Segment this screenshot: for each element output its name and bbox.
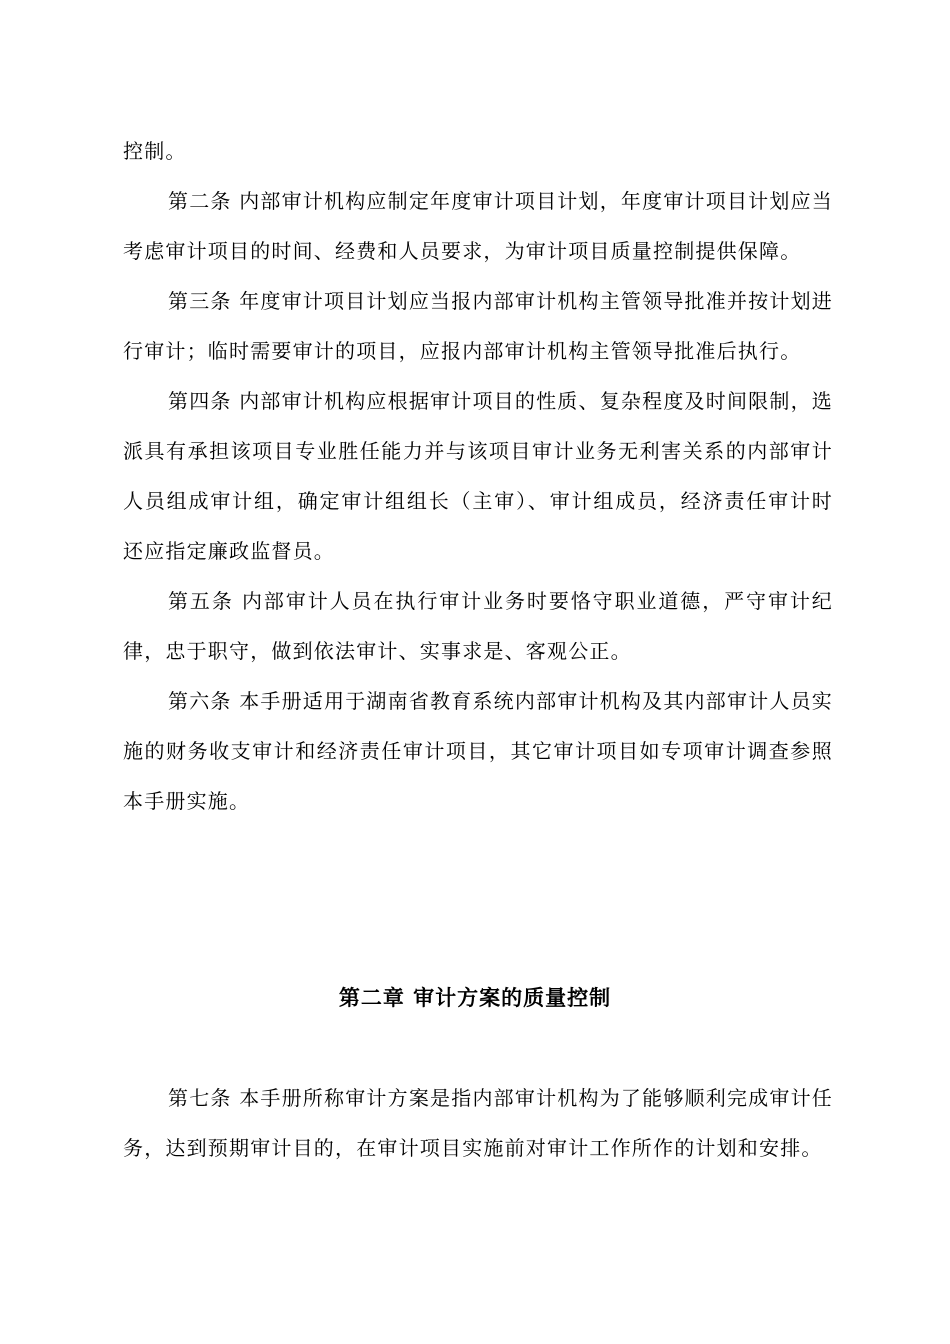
article-6: 第六条 本手册适用于湖南省教育系统内部审计机构及其内部审计人员实施的财务收支审计和经济责任审计项目，其它审计项目如专项审计调查参照本手册实施。 bbox=[123, 689, 833, 813]
article-3: 第三条 年度审计项目计划应当报内部审计机构主管领导批准并按计划进行审计；临时需要审计的项目，应报内部审计机构主管领导批准后执行。 bbox=[123, 289, 833, 363]
paragraph-continuation: 控制。 bbox=[123, 139, 187, 163]
article-4: 第四条 内部审计机构应根据审计项目的性质、复杂程度及时间限制，选派具有承担该项目专业胜任能力并与该项目审计业务无利害关系的内部审计人员组成审计组，确定审计组组长（主审）、审计组成员，经济责任审计时还应指定廉政监督员。 bbox=[123, 389, 833, 563]
chapter-heading: 第二章 审计方案的质量控制 bbox=[338, 986, 612, 1010]
article-7: 第七条 本手册所称审计方案是指内部审计机构为了能够顺利完成审计任务，达到预期审计目的，在审计项目实施前对审计工作所作的计划和安排。 bbox=[123, 1086, 833, 1160]
body-text-section-1 bbox=[123, 126, 833, 826]
article-5: 第五条 内部审计人员在执行审计业务时要恪守职业道德，严守审计纪律，忠于职守，做到依法审计、实事求是、客观公正。 bbox=[123, 589, 833, 663]
article-2: 第二条 内部审计机构应制定年度审计项目计划，年度审计项目计划应当考虑审计项目的时间、经费和人员要求，为审计项目质量控制提供保障。 bbox=[123, 189, 833, 263]
body-text-section-2 bbox=[123, 1073, 833, 1173]
